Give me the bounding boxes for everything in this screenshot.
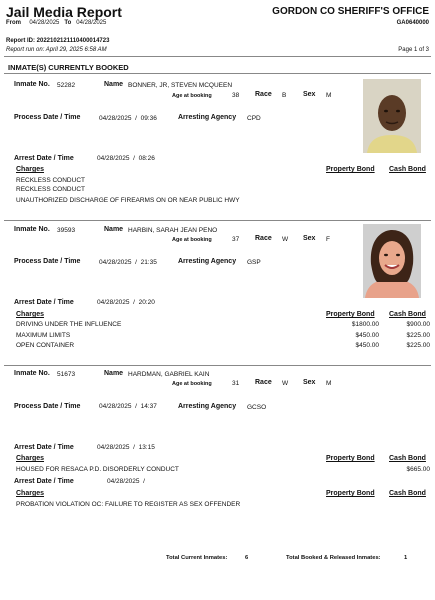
property-bond-amount: $1800.00 bbox=[351, 321, 379, 328]
inmate-sex: M bbox=[326, 380, 332, 387]
arrest-date-label: Arrest Date / Time bbox=[14, 299, 74, 306]
arrest-date: 04/28/2025 / 13:15 bbox=[97, 444, 155, 451]
race-label: Race bbox=[255, 379, 272, 386]
arrest-date: 04/28/2025 / 08:26 bbox=[97, 155, 155, 162]
name-label: Name bbox=[104, 370, 124, 377]
inmate-race: W bbox=[282, 236, 289, 243]
cash-bond-amount: $900.00 bbox=[406, 321, 430, 328]
arrest-date: 04/28/2025 / 20:20 bbox=[97, 299, 155, 306]
arrest-date-label: Arrest Date / Time bbox=[14, 444, 74, 451]
total-booked-value: 1 bbox=[404, 555, 408, 561]
name-label: Name bbox=[104, 226, 124, 233]
mugshot-photo bbox=[363, 79, 421, 153]
age-label: Age at booking bbox=[172, 381, 212, 387]
process-date-label: Process Date / Time bbox=[14, 403, 81, 410]
charges-heading: Charges bbox=[16, 166, 45, 173]
property-bond-heading: Property Bond bbox=[326, 166, 375, 173]
section-heading: INMATE(S) CURRENTLY BOOKED bbox=[8, 63, 129, 72]
inmate-race: W bbox=[282, 380, 289, 387]
name-label: Name bbox=[104, 81, 124, 88]
charge-item: MAXIMUM LIMITS bbox=[16, 332, 71, 339]
process-date: 04/28/2025 / 09:36 bbox=[99, 115, 157, 122]
process-date-value: 04/28/2025 bbox=[99, 115, 132, 122]
arrest-date-value: 04/28/2025 bbox=[97, 155, 130, 162]
inmate-no: 51673 bbox=[57, 371, 76, 378]
cash-bond-amount: $225.00 bbox=[406, 332, 430, 339]
mugshot-photo-icon bbox=[363, 79, 421, 153]
charges-heading: Charges bbox=[16, 490, 45, 497]
process-date-value: 04/28/2025 bbox=[99, 259, 132, 266]
record-divider bbox=[4, 365, 431, 366]
race-label: Race bbox=[255, 235, 272, 242]
inmate-name: HARBIN, SARAH JEAN PENO bbox=[128, 227, 218, 234]
mugshot-photo bbox=[363, 224, 421, 298]
sex-label: Sex bbox=[303, 91, 316, 98]
from-label: From bbox=[6, 20, 21, 26]
property-bond-heading: Property Bond bbox=[326, 455, 375, 462]
charge-item: UNAUTHORIZED DISCHARGE OF FIREARMS ON OR NEAR PUBLIC HWY bbox=[16, 197, 240, 204]
arrest-time-value: 20:20 bbox=[138, 299, 155, 306]
inmate-name: BONNER, JR, STEVEN MCQUEEN bbox=[128, 82, 233, 89]
agency-code: GA0640000 bbox=[396, 20, 429, 26]
process-date-value: 04/28/2025 bbox=[99, 403, 132, 410]
property-bond-amount: $450.00 bbox=[355, 332, 379, 339]
arrest-time-value: 08:26 bbox=[138, 155, 155, 162]
cash-bond-amount: $665.00 bbox=[406, 466, 430, 473]
inmate-no-label: Inmate No. bbox=[14, 81, 50, 88]
arresting-agency-label: Arresting Agency bbox=[178, 258, 237, 265]
cash-bond-heading: Cash Bond bbox=[389, 166, 426, 173]
section-divider bbox=[4, 73, 431, 74]
arrest-date-label: Arrest Date / Time bbox=[14, 478, 74, 485]
inmate-sex: M bbox=[326, 92, 332, 99]
race-label: Race bbox=[255, 91, 272, 98]
arrest-date-value: 04/28/2025 bbox=[97, 444, 130, 451]
page-number: Page 1 of 3 bbox=[398, 47, 429, 53]
header-divider bbox=[4, 56, 431, 57]
property-bond-amount: $450.00 bbox=[355, 342, 379, 349]
from-date: 04/28/2025 bbox=[29, 20, 60, 26]
mugshot-photo-icon bbox=[363, 224, 421, 298]
total-current-value: 6 bbox=[245, 555, 249, 561]
cash-bond-heading: Cash Bond bbox=[389, 311, 426, 318]
report-title: Jail Media Report bbox=[6, 4, 122, 20]
arrest-date: 04/28/2025 / bbox=[107, 478, 145, 485]
process-date: 04/28/2025 / 21:35 bbox=[99, 259, 157, 266]
total-current-label: Total Current Inmates: bbox=[166, 555, 228, 561]
process-time-value: 09:36 bbox=[140, 115, 157, 122]
process-date: 04/28/2025 / 14:37 bbox=[99, 403, 157, 410]
total-booked-label: Total Booked & Released Inmates: bbox=[286, 555, 381, 561]
inmate-age: 31 bbox=[232, 380, 240, 387]
record-divider bbox=[4, 220, 431, 221]
agency-name: GORDON CO SHERIFF'S OFFICE bbox=[272, 6, 429, 17]
inmate-no-label: Inmate No. bbox=[14, 226, 50, 233]
inmate-no-label: Inmate No. bbox=[14, 370, 50, 377]
process-time-value: 21:35 bbox=[140, 259, 157, 266]
arrest-date-value: 04/28/2025 bbox=[107, 478, 140, 485]
arresting-agency-label: Arresting Agency bbox=[178, 114, 237, 121]
cash-bond-heading: Cash Bond bbox=[389, 455, 426, 462]
to-date: 04/28/2025 bbox=[76, 20, 107, 26]
to-label: To bbox=[64, 20, 72, 26]
process-date-label: Process Date / Time bbox=[14, 114, 81, 121]
report-id-label: Report ID: bbox=[6, 38, 35, 44]
charge-item: HOUSED FOR RESACA P.D. DISORDERLY CONDUCT bbox=[16, 466, 179, 473]
arresting-agency: CPD bbox=[247, 115, 261, 122]
cash-bond-heading: Cash Bond bbox=[389, 490, 426, 497]
inmate-age: 37 bbox=[232, 236, 240, 243]
charge-item: RECKLESS CONDUCT bbox=[16, 177, 85, 184]
property-bond-heading: Property Bond bbox=[326, 311, 375, 318]
sex-label: Sex bbox=[303, 379, 316, 386]
charges-heading: Charges bbox=[16, 311, 45, 318]
age-label: Age at booking bbox=[172, 93, 212, 99]
inmate-age: 38 bbox=[232, 92, 240, 99]
date-range bbox=[6, 20, 106, 26]
process-time-value: 14:37 bbox=[140, 403, 157, 410]
arresting-agency: GCSO bbox=[247, 404, 267, 411]
report-id bbox=[6, 38, 109, 44]
inmate-race: B bbox=[282, 92, 287, 99]
arrest-time-value: 13:15 bbox=[138, 444, 155, 451]
process-date-label: Process Date / Time bbox=[14, 258, 81, 265]
report-run-on: Report run on: April 29, 2025 6:58 AM bbox=[6, 47, 107, 53]
inmate-name: HARDMAN, GABRIEL KAIN bbox=[128, 371, 210, 378]
age-label: Age at booking bbox=[172, 237, 212, 243]
cash-bond-amount: $225.00 bbox=[406, 342, 430, 349]
charge-item: DRIVING UNDER THE INFLUENCE bbox=[16, 321, 122, 328]
charges-heading: Charges bbox=[16, 455, 45, 462]
charge-item: RECKLESS CONDUCT bbox=[16, 186, 85, 193]
arresting-agency-label: Arresting Agency bbox=[178, 403, 237, 410]
inmate-no: 52282 bbox=[57, 82, 76, 89]
sex-label: Sex bbox=[303, 235, 316, 242]
report-id-value: 2022102121110400014723 bbox=[36, 38, 110, 44]
property-bond-heading: Property Bond bbox=[326, 490, 375, 497]
arrest-date-value: 04/28/2025 bbox=[97, 299, 130, 306]
inmate-no: 39593 bbox=[57, 227, 76, 234]
inmate-sex: F bbox=[326, 236, 330, 243]
arresting-agency: GSP bbox=[247, 259, 261, 266]
arrest-date-label: Arrest Date / Time bbox=[14, 155, 74, 162]
charge-item: PROBATION VIOLATION OC: FAILURE TO REGISTER AS SEX OFFENDER bbox=[16, 501, 241, 508]
charge-item: OPEN CONTAINER bbox=[16, 342, 75, 349]
